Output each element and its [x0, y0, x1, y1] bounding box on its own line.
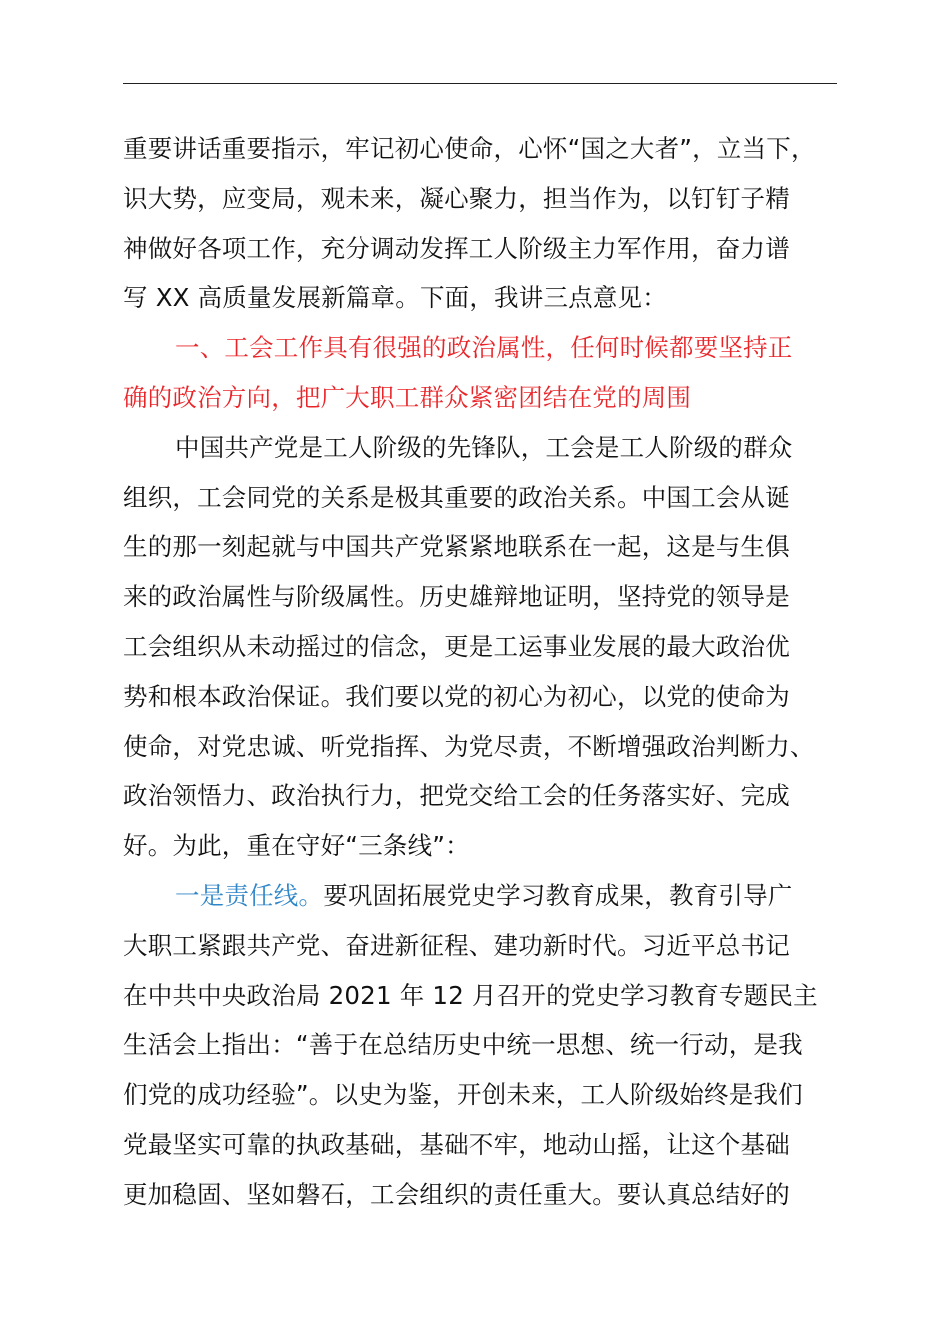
paragraph-one-line-7: 使命，对党忠诚、听党指挥、为党尽责，不断增强政治判断力、 — [123, 731, 815, 761]
paragraph-intro-line-3: 神做好各项工作，充分调动发挥工人阶级主力军作用，奋力谱 — [123, 233, 790, 263]
paragraph-one-line-2: 组织，工会同党的关系是极其重要的政治关系。中国工会从诞 — [123, 482, 790, 512]
paragraph-one-line-9: 好。为此，重在守好“三条线”： — [123, 831, 470, 861]
paragraph-two-line-2: 大职工紧跟共产党、奋进新征程、建功新时代。习近平总书记 — [123, 930, 790, 960]
paragraph-one-line-8: 政治领悟力、政治执行力，把党交给工会的任务落实好、完成 — [123, 781, 790, 811]
paragraph-two-line-1 — [123, 871, 837, 921]
document-body — [123, 124, 837, 1220]
subheading-responsibility: 一是责任线。 — [175, 880, 324, 910]
paragraph-two-line-6: 党最坚实可靠的执政基础，基础不牢，地动山摇，让这个基础 — [123, 1129, 790, 1159]
paragraph-one-line-6: 势和根本政治保证。我们要以党的初心为初心，以党的使命为 — [123, 681, 790, 711]
paragraph-one-line-1: 中国共产党是工人阶级的先锋队，工会是工人阶级的群众 — [175, 432, 793, 462]
section-heading-line-1: 一、工会工作具有很强的政治属性，任何时候都要坚持正 — [175, 333, 793, 363]
paragraph-intro-line-4: 写 XX 高质量发展新篇章。下面，我讲三点意见： — [123, 283, 667, 313]
paragraph-one-line-4: 来的政治属性与阶级属性。历史雄辩地证明，坚持党的领导是 — [123, 582, 790, 612]
paragraph-intro-line-2: 识大势，应变局，观未来，凝心聚力，担当作为，以钉钉子精 — [123, 183, 790, 213]
header-rule — [123, 83, 837, 84]
paragraph-two-line-1-text: 要巩固拓展党史学习教育成果，教育引导广 — [323, 880, 793, 910]
paragraph-two-line-5: 们党的成功经验”。以史为鉴，开创未来，工人阶级始终是我们 — [123, 1080, 803, 1110]
paragraph-two-line-3: 在中共中央政治局 2021 年 12 月召开的党史学习教育专题民主 — [123, 980, 818, 1010]
paragraph-intro-line-1: 重要讲话重要指示，牢记初心使命，心怀“国之大者”，立当下， — [123, 134, 816, 163]
paragraph-one-line-5: 工会组织从未动摇过的信念，更是工运事业发展的最大政治优 — [123, 631, 790, 661]
paragraph-two-line-4: 生活会上指出：“善于在总结历史中统一思想、统一行动，是我 — [123, 1030, 803, 1060]
paragraph-one-line-3: 生的那一刻起就与中国共产党紧紧地联系在一起，这是与生俱 — [123, 532, 790, 562]
section-heading-line-2: 确的政治方向，把广大职工群众紧密团结在党的周围 — [123, 382, 692, 412]
paragraph-two-line-7: 更加稳固、坚如磐石，工会组织的责任重大。要认真总结好的 — [123, 1179, 790, 1209]
